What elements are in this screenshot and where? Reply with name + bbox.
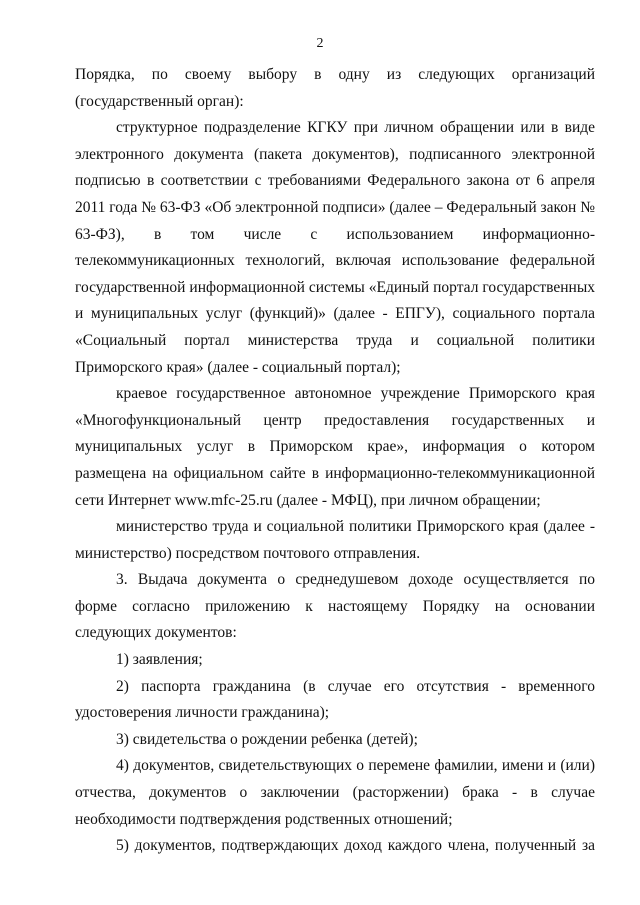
paragraph-ministry: министерство труда и социальной политики Приморского края (далее - министерство) посредством почтового отправления. <box>75 518 595 562</box>
list-item-2: 2) паспорта гражданина (в случае его отсутствия - временного удостоверения личности гражданина); <box>75 677 595 722</box>
paragraph-item-3: 3. Выдача документа о среднедушевом доходе осуществляется по форме согласно приложению к настоящему Порядку на основании следующих документов: <box>75 571 595 642</box>
document-body <box>75 62 595 860</box>
list-item-5: 5) документов, подтверждающих доход каждого члена, полученный за <box>116 837 595 855</box>
paragraph-kgku: структурное подразделение КГКУ при личном обращении или в виде электронного документа (пакета документов), подписанного электронной подписью в соответствии с требованиями Федерального закона от 6 апреля 2011 года № 63-ФЗ «Об электронной подписи» (далее – Федеральный закон № 63-ФЗ), в том числе с использованием информационно-телекоммуникационных технологий, включая использование федеральной государственной информационной системы «Единый портал государственных и муниципальных услуг (функций)» (далее - ЕПГУ), социального портала «Социальный портал министерства труда и социальной политики Приморского края» (далее - социальный портал); <box>75 119 595 376</box>
list-item-4: 4) документов, свидетельствующих о перемене фамилии, имени и (или) отчества, документов о заключении (расторжении) брака - в случае необходимости подтверждения родственных отношений; <box>75 757 595 828</box>
paragraph-mfc: краевое государственное автономное учреждение Приморского края «Многофункциональный центр предоставления государственных и муниципальных услуг в Приморском крае», информация о котором размещена на официальном сайте в информационно-телекоммуникационной сети Интернет www.mfc-25.ru (далее - МФЦ), при личном обращении; <box>75 385 595 509</box>
paragraph-continuation: Порядка, по своему выбору в одну из следующих организаций (государственный орган): <box>75 66 595 110</box>
page-number: 2 <box>316 36 324 51</box>
list-item-1: 1) заявления; <box>116 651 203 669</box>
list-item-3: 3) свидетельства о рождении ребенка (детей); <box>116 730 418 748</box>
